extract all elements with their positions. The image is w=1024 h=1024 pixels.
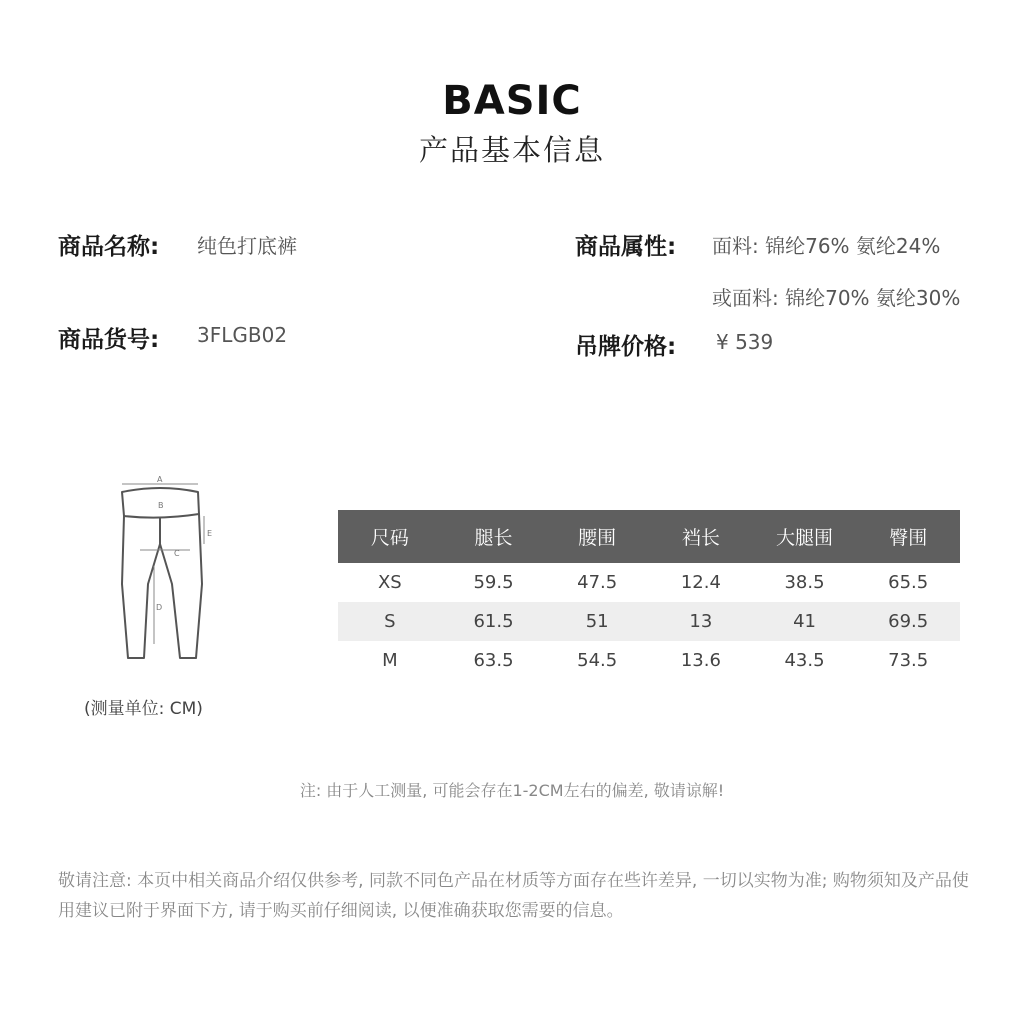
size-table bbox=[338, 510, 960, 680]
diagram-label-a: A bbox=[157, 475, 163, 484]
header-cell-waist: 腰围 bbox=[578, 527, 617, 549]
product-attr-value-2: 或面料: 锦纶70% 氨纶30% bbox=[712, 286, 961, 310]
table-row bbox=[338, 641, 960, 680]
measurement-deviation-note: 注: 由于人工测量, 可能会存在1-2CM左右的偏差, 敬请谅解! bbox=[299, 781, 725, 800]
header-cell-leg-length: 腿长 bbox=[474, 527, 513, 549]
table-cell: 47.5 bbox=[577, 572, 618, 593]
table-cell: 61.5 bbox=[473, 611, 514, 632]
table-cell: 43.5 bbox=[784, 650, 825, 671]
tag-price-value: ¥ 539 bbox=[716, 330, 774, 354]
measurement-unit-note: (测量单位: CM) bbox=[84, 699, 203, 719]
table-cell: 13.6 bbox=[680, 650, 721, 671]
leggings-measurement-diagram bbox=[100, 474, 240, 676]
table-cell: 73.5 bbox=[888, 650, 929, 671]
table-row bbox=[338, 563, 960, 602]
page-title: BASIC bbox=[442, 78, 582, 124]
table-cell: 59.5 bbox=[473, 572, 514, 593]
product-attr-value-1: 面料: 锦纶76% 氨纶24% bbox=[712, 234, 941, 258]
header-cell-hip: 臀围 bbox=[889, 527, 928, 549]
table-row bbox=[338, 602, 960, 641]
table-cell: 12.4 bbox=[680, 572, 721, 593]
tag-price-label: 吊牌价格: bbox=[575, 334, 677, 360]
product-code-label: 商品货号: bbox=[58, 327, 160, 353]
size-table-header bbox=[338, 510, 960, 563]
table-cell: XS bbox=[377, 572, 402, 593]
product-name-value: 纯色打底裤 bbox=[197, 234, 297, 258]
disclaimer-text: 敬请注意: 本页中相关商品介绍仅供参考, 同款不同色产品在材质等方面存在些许差异, 一切以实物为准; 购物须知及产品使用建议已附于界面下方, 请于购买前仔细阅读, 以便准确获取您需要的信息。 bbox=[58, 871, 969, 921]
table-cell: 65.5 bbox=[888, 572, 929, 593]
table-cell: 51 bbox=[585, 611, 609, 632]
diagram-label-d: D bbox=[156, 603, 163, 612]
table-cell: 13 bbox=[689, 611, 713, 632]
table-cell: S bbox=[384, 611, 396, 632]
product-code-value: 3FLGB02 bbox=[197, 323, 288, 347]
table-cell: 41 bbox=[793, 611, 816, 632]
page-subtitle: 产品基本信息 bbox=[418, 133, 605, 167]
product-attr-label: 商品属性: bbox=[575, 234, 677, 260]
table-cell: 63.5 bbox=[473, 650, 514, 671]
header-cell-thigh: 大腿围 bbox=[776, 527, 834, 549]
header-cell-size: 尺码 bbox=[370, 527, 409, 549]
product-name-label: 商品名称: bbox=[58, 234, 160, 260]
table-cell: M bbox=[382, 650, 398, 671]
diagram-label-e: E bbox=[207, 529, 213, 538]
table-cell: 38.5 bbox=[784, 572, 825, 593]
table-cell: 69.5 bbox=[888, 611, 929, 632]
diagram-label-c: C bbox=[174, 549, 180, 558]
table-cell: 54.5 bbox=[577, 650, 618, 671]
diagram-label-b: B bbox=[158, 501, 164, 510]
header-cell-rise: 裆长 bbox=[681, 527, 720, 549]
right-leg-outline bbox=[160, 514, 202, 658]
